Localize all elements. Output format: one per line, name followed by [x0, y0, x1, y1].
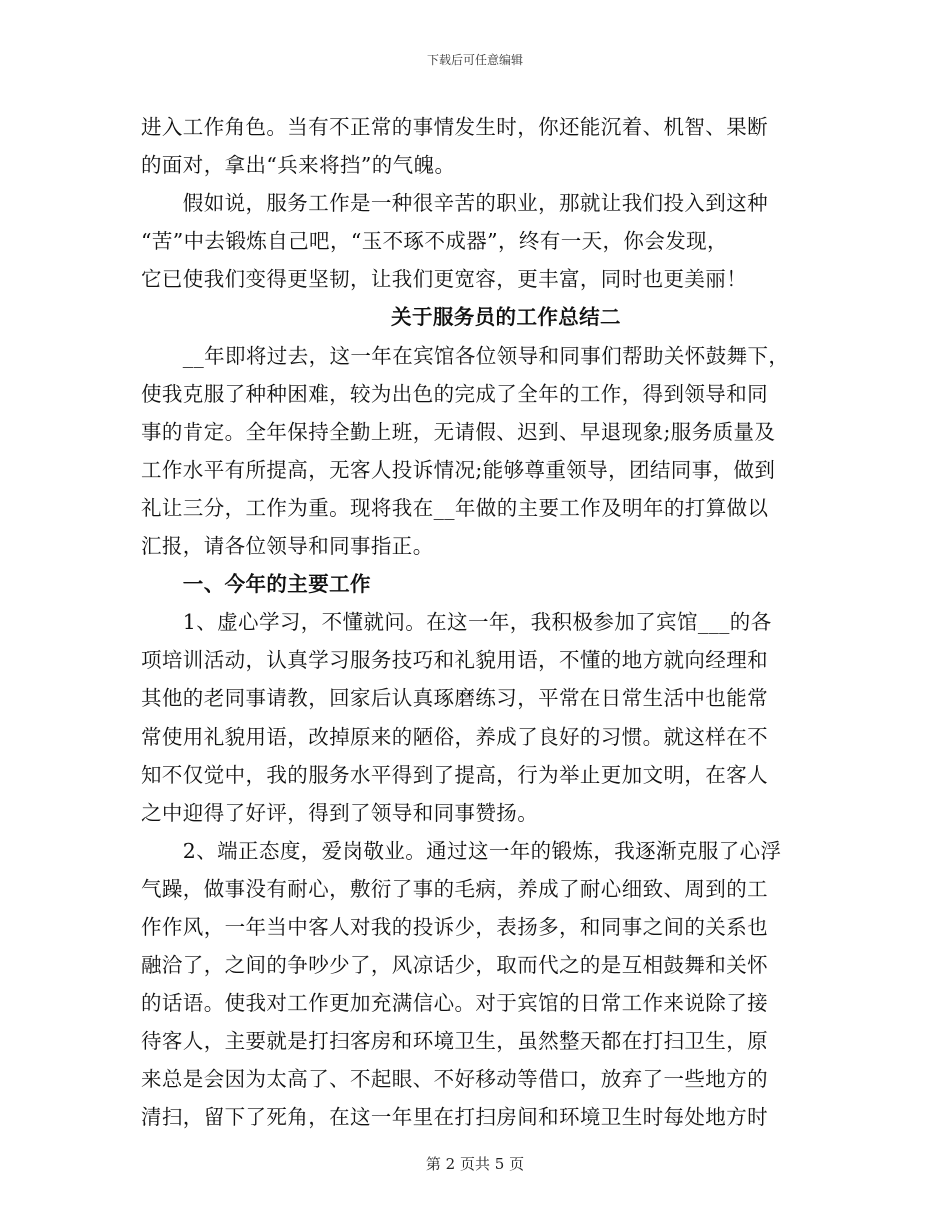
text-line: 之中迎得了好评，得到了领导和同事赞扬。 — [141, 800, 539, 825]
text-line: 的话语。使我对工作更加充满信心。对于宾馆的日常工作来说除了接 — [141, 991, 768, 1016]
text-line: 1、虚心学习，不懂就问。在这一年，我积极参加了宾馆___的各 — [141, 610, 772, 635]
text-line: __年即将过去，这一年在宾馆各位领导和同事们帮助关怀鼓舞下， — [141, 343, 790, 368]
page-header: 下载后可任意编辑 — [426, 53, 523, 67]
text-line: 待客人，主要就是打扫客房和环境卫生，虽然整天都在打扫卫生，原 — [141, 1029, 768, 1054]
text-line: 礼让三分，工作为重。现将我在__年做的主要工作及明年的打算做以 — [141, 495, 769, 520]
subsection-heading: 一、今年的主要工作 — [141, 572, 371, 597]
text-line: 它已使我们变得更坚韧，让我们更宽容，更丰富，同时也更美丽！ — [141, 267, 748, 292]
text-line: 的面对，拿出“兵来将挡”的气魄。 — [141, 153, 456, 178]
document-body — [141, 108, 811, 1137]
text-line: 常使用礼貌用语，改掉原来的陋俗，养成了良好的习惯。就这样在不 — [141, 724, 768, 749]
text-line: 作作风，一年当中客人对我的投诉少，表扬多，和同事之间的关系也 — [141, 914, 768, 939]
text-line: 融洽了，之间的争吵少了，风凉话少，取而代之的是互相鼓舞和关怀 — [141, 953, 768, 978]
text-line: 工作水平有所提高，无客人投诉情况;能够尊重领导，团结同事，做到 — [141, 457, 776, 482]
text-line: 知不仅觉中，我的服务水平得到了提高，行为举止更加文明，在客人 — [141, 762, 768, 787]
text-line: 使我克服了种种困难，较为出色的完成了全年的工作，得到领导和同 — [141, 381, 768, 406]
text-line: 清扫，留下了死角，在这一年里在打扫房间和环境卫生时每处地方时 — [141, 1105, 768, 1130]
text-line: “苦”中去锻炼自己吧，“玉不琢不成器”，终有一天，你会发现， — [141, 229, 728, 254]
text-line: 进入工作角色。当有不正常的事情发生时，你还能沉着、机智、果断 — [141, 115, 768, 139]
text-line: 2、端正态度，爱岗敬业。通过这一年的锻炼，我逐渐克服了心浮 — [141, 838, 782, 863]
section-title: 关于服务员的工作总结二 — [391, 305, 621, 330]
text-line: 其他的老同事请教，回家后认真琢磨练习，平常在日常生活中也能常 — [141, 686, 768, 711]
text-line: 事的肯定。全年保持全勤上班，无请假、迟到、早退现象;服务质量及 — [141, 419, 776, 444]
text-line: 项培训活动，认真学习服务技巧和礼貌用语，不懂的地方就向经理和 — [141, 648, 768, 673]
text-line: 气躁，做事没有耐心，敷衍了事的毛病，养成了耐心细致、周到的工 — [141, 876, 768, 901]
text-line: 假如说，服务工作是一种很辛苦的职业，那就让我们投入到这种 — [141, 191, 768, 216]
text-line: 来总是会因为太高了、不起眼、不好移动等借口，放弃了一些地方的 — [141, 1067, 768, 1092]
page-footer: 第 2 页共 5 页 — [425, 1155, 525, 1173]
text-line: 汇报，请各位领导和同事指正。 — [141, 534, 434, 559]
